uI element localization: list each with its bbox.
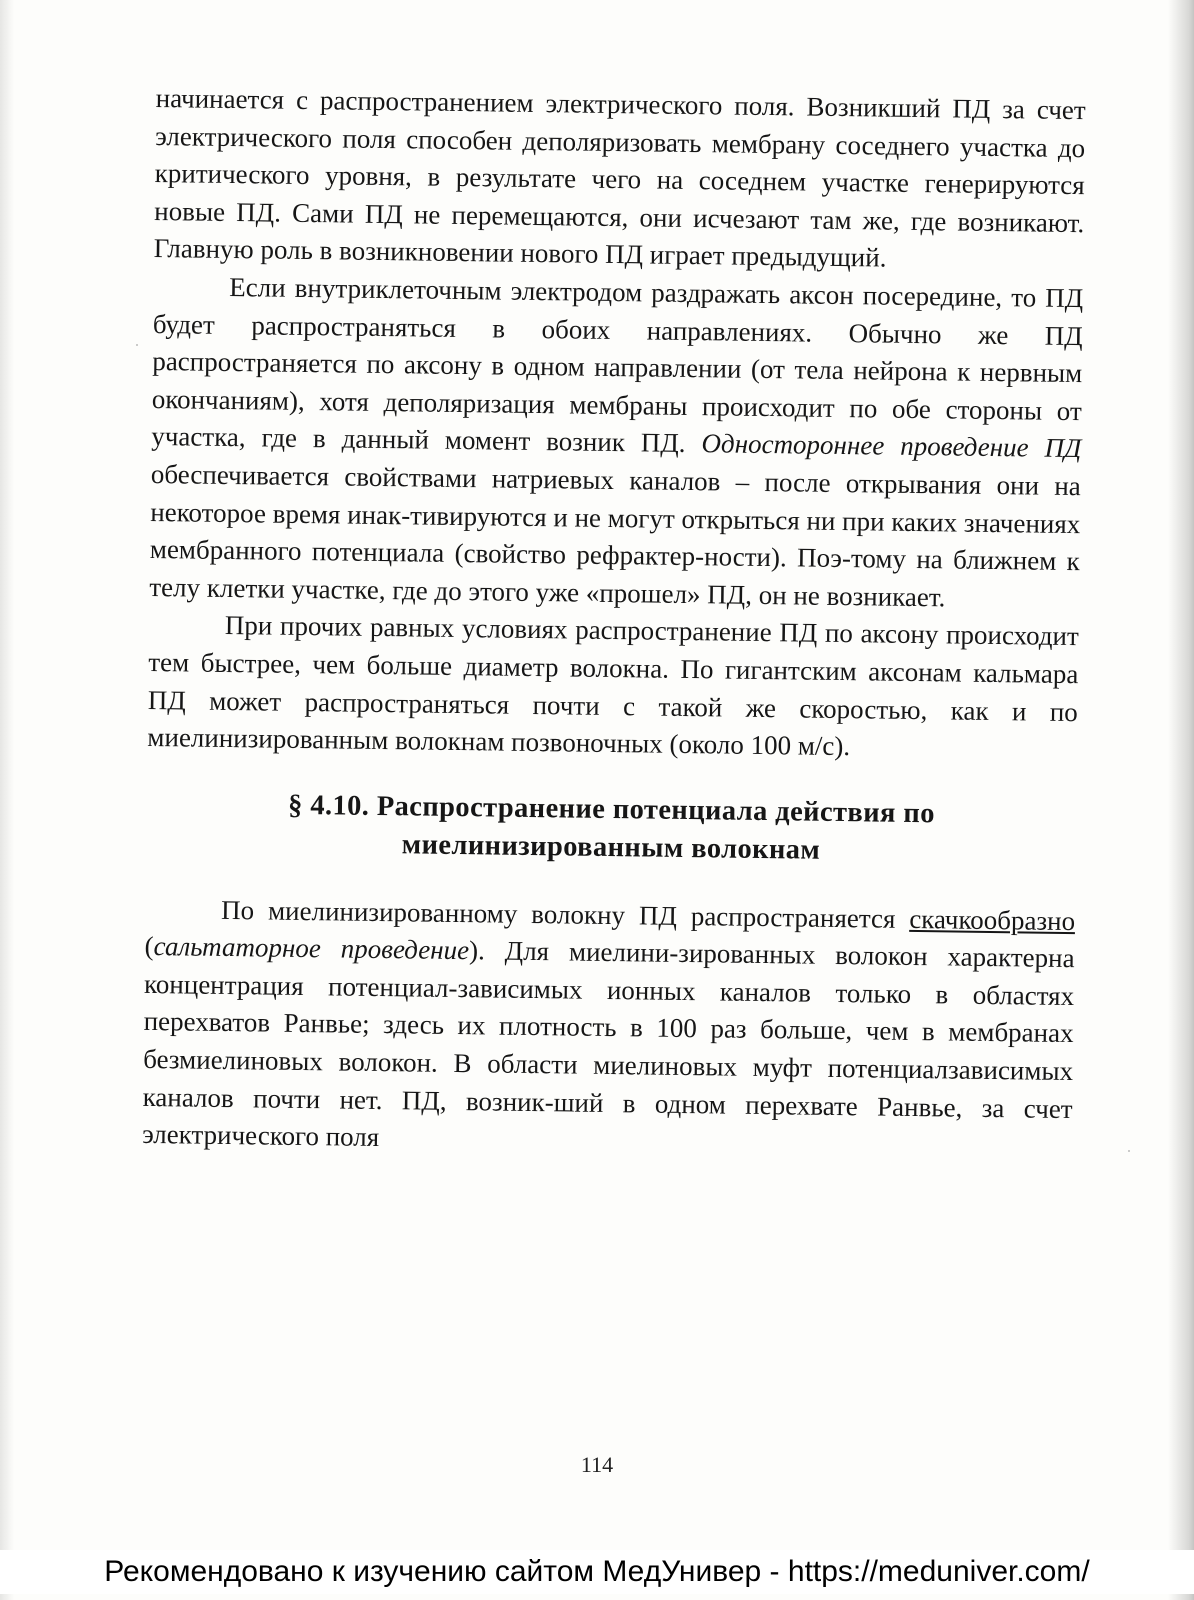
page-number: 114 [580,1452,614,1477]
paragraph-2 [149,268,1083,618]
section-heading [146,785,1077,873]
paragraph-1 [154,80,1086,280]
italic-term: сальтаторное проведение [153,931,470,966]
text-segment: По миелинизированному волокну ПД распространяется [220,894,910,934]
text-segment: При прочих равных условиях распространение ПД по аксону происходит тем быстрее, чем больше диаметр волокна. По гигантским аксонам кальмара ПД может распространяться почти с такой же скоростью, как и по миелинизированным волокнам позвоночных (около 100 м/с). [147,610,1079,762]
scan-speck [136,344,138,346]
scan-speck [1128,1150,1130,1152]
section-heading-line-1: § 4.10. Распространение потенциала действия по [287,789,936,829]
paragraph-4 [142,891,1075,1166]
text-segment: начинается с распространением электрического поля. Возникший ПД за счет электрического поля способен деполяризовать мембрану соседнего участка до критического уровня, в результате чего на соседнем участке генерируются новые ПД. Сами ПД не перемещаются, они исчезают там же, где возникают. Главную роль в возникновении нового ПД играет предыдущий. [153,82,1086,273]
page-left-shadow [0,0,14,1600]
italic-term: Одностороннее проведение ПД [701,428,1082,464]
page-right-edge [1168,0,1194,1600]
paragraph-3 [147,606,1079,769]
text-segment: обеспечивается свойствами натриевых каналов – после открывания они на некоторое время инак-тивируются и не могут открыться ни при каких значениях мембранного потенциала (свойство рефрактер-ности). Поэ-тому на ближнем к телу клетки участке, где до этого уже «прошел» ПД, он не возникает. [149,458,1081,613]
text-segment: ). Для миелини-зированных волокон характерна концентрация потенциал-зависимых ионных каналов только в областях перехватов Ранвье; здесь их плотность в 100 раз больше, чем в мембранах безмиелиновых волокон. В области миелиновых муфт потенциалзависимых каналов почти нет. ПД, возник-ший в одном перехвате Ранвье, за счет электрического поля [142,935,1075,1153]
footer-watermark: Рекомендовано к изучению сайтом МедУнивер - https://meduniver.com/ [0,1550,1194,1594]
text-segment: ( [144,931,154,962]
section-heading-line-2: миелинизированным волокнам [401,828,821,866]
body-text [142,80,1086,1166]
text-segment: Если внутриклеточным электродом раздражать аксон посередине, то ПД будет распространяться в обоих направлениях. Обычно же ПД распространяется по аксону в одном направлении (от тела нейрона к нервным окончаниям), хотя деполяризация мембраны происходит по обе стороны от участка, где в данный момент возник ПД. [151,271,1084,459]
underlined-term: скачкообразно [909,903,1076,936]
